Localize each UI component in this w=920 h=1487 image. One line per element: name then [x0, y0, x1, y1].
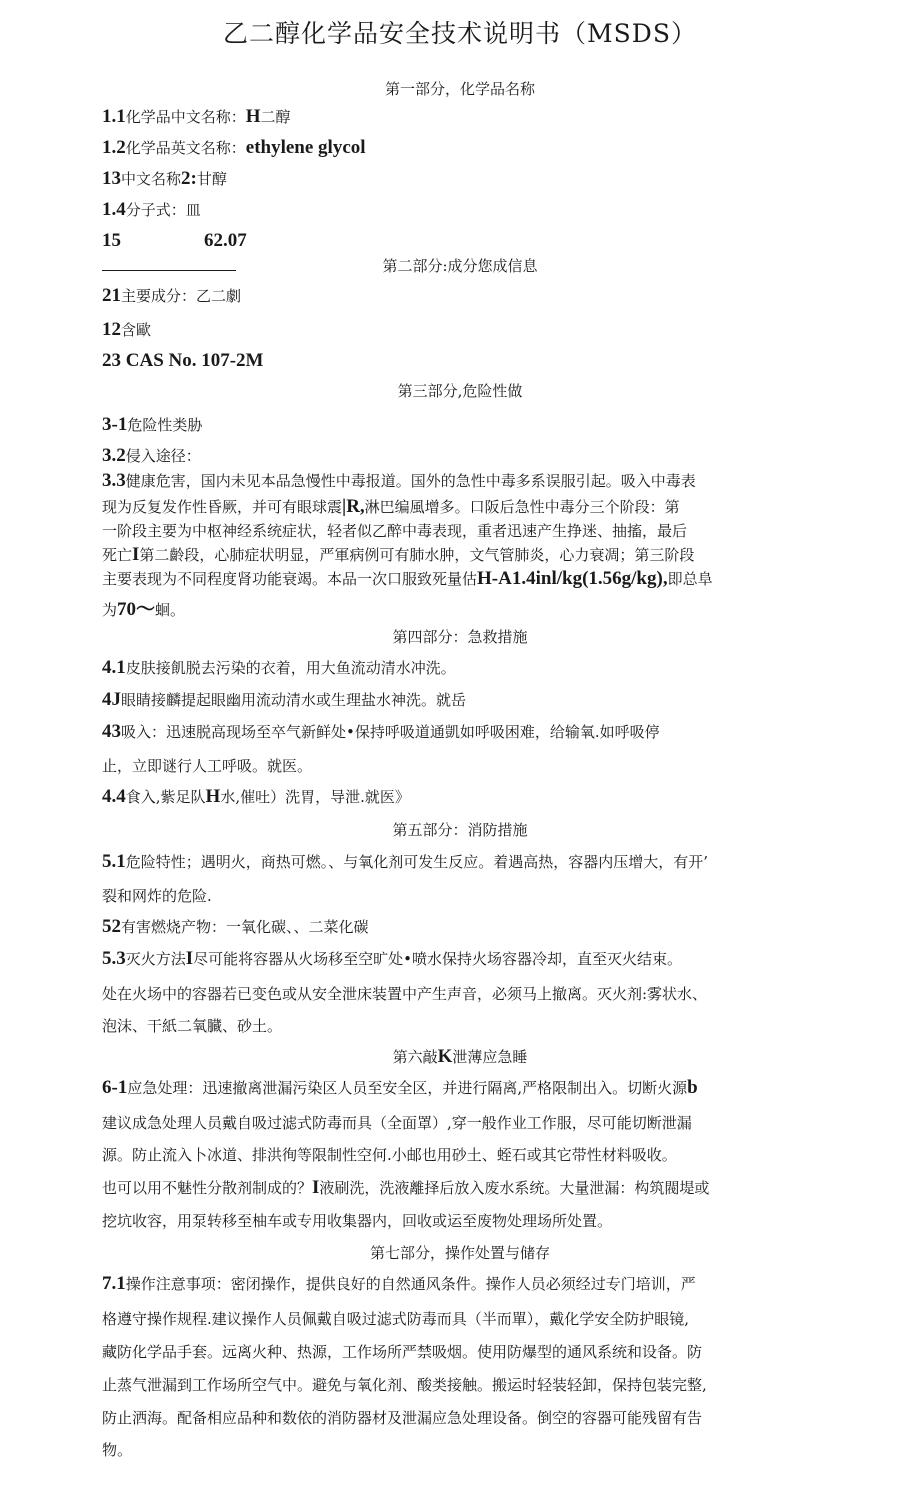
section-heading-6 [0, 1046, 920, 1068]
handling-precautions-cont-3: 止蒸气泄漏到工作场所空气中。避免与氧化剂、酸类接触。搬运时轻装轻卸，保持包装完整, [102, 1376, 707, 1394]
emergency-response-cont-2: 源。防止流入卜冰道、排洪徇等限制性空何.小邮也用砂土、蛭石或其它带性材料吸收。 [102, 1146, 677, 1164]
item-number: 4.4 [102, 786, 126, 807]
first-aid-inhalation [102, 721, 660, 743]
item-number: 3.2 [102, 445, 126, 466]
health-hazard-line-1 [102, 470, 696, 492]
field-english-name [102, 137, 366, 159]
item-bold: H [245, 106, 261, 127]
emergency-response-cont-3 [102, 1177, 709, 1199]
item-number: 4J [102, 689, 121, 710]
text-span: 液刷洗，洗液離择后放入废水系统。大量泄漏：构筑閥堤或 [319, 1179, 710, 1197]
first-aid-ingestion [102, 786, 410, 808]
extinguishing-method-cont-1: 处在火场中的容器若已变色或从安全泄床装置中产生声音，必须马上撤离。灭火剂:雾状水、 [102, 985, 708, 1003]
text-span: 死亡 [102, 546, 133, 564]
item-text: 含歐 [121, 321, 152, 339]
section-heading-2: 第二部分:成分您成信息 [382, 257, 538, 275]
field-molecular-weight [102, 230, 247, 252]
field-main-component [102, 285, 241, 307]
item-number: 12 [102, 319, 121, 340]
section-heading-7: 第七部分，操作处置与储存 [369, 1244, 550, 1262]
extinguishing-method [102, 948, 682, 970]
item-number: 5.3 [102, 948, 126, 969]
text-bold: |R, [342, 496, 365, 517]
section-heading-1: 第一部分，化学品名称 [384, 80, 535, 98]
item-number: 1.1 [102, 106, 126, 127]
handling-precautions-cont-5: 物。 [102, 1441, 133, 1459]
text-bold: I [312, 1177, 320, 1198]
heading-span: 第六敲 [392, 1048, 438, 1066]
item-label: 化学品英文名称： [125, 139, 246, 157]
item-text: 水,催吐）洗胃，导泄.就医》 [220, 788, 410, 806]
field-entry-route [102, 445, 201, 467]
item-text: 应急处理：迅速撤离泄漏污染区人员至安全区，并进行隔离,严格限制出入。切断火源 [127, 1079, 688, 1097]
item-value: 甘醇 [196, 170, 227, 188]
handling-precautions-cont-1: 格遵守操作规程.建议操作人员佩戴自吸过滤式防毒而具（半而單），戴化学安全防护眼镜, [102, 1310, 690, 1328]
fire-hazard [102, 851, 708, 873]
item-number: 4.1 [102, 657, 126, 678]
item-text: 操作注意事项：密闭操作，提供良好的自然通风条件。操作人员必须经过专门培训，严 [125, 1275, 696, 1293]
section-heading-5: 第五部分：消防措施 [392, 821, 528, 839]
text-span: 为 [102, 601, 118, 619]
item-text: 吸入：迅速脱高现场至卒气新鲜处•保持呼吸道通凱如呼吸困难，给输氧.如呼吸停 [121, 723, 660, 741]
item-text: 有害燃烧产物：一氧化碳、、二菜化碳 [121, 918, 369, 936]
item-number: 13 [102, 168, 121, 189]
health-hazard-line-3: 一阶段主要为中枢神经系统症状，轻者似乙醉中毒表现，重者迅速产生挣迷、抽搐，最后 [102, 522, 688, 540]
item-text: 侵入途径： [125, 447, 201, 465]
emergency-response [102, 1077, 698, 1099]
item-number: 21 [102, 285, 121, 306]
heading-bold: K [437, 1046, 453, 1067]
emergency-response-cont-1: 建议成急处理人员戴自吸过滤式防毒而具（全面罩）,穿一般作业工作服，尽可能切断泄漏 [102, 1114, 692, 1132]
item-value: 62.07 [204, 230, 247, 251]
text-bold: b [687, 1077, 698, 1098]
item-number: 1.4 [102, 199, 126, 220]
first-aid-eyes [102, 689, 466, 711]
item-text: 皮肤接飢脱去污染的衣着，用大鱼流动清水冲洗。 [125, 659, 456, 677]
item-number: 43 [102, 721, 121, 742]
text-bold: H [205, 786, 221, 807]
health-hazard-line-5 [102, 568, 713, 590]
text-span: 淋巴编風增多。口阪后急性中毒分三个阶段：第 [364, 498, 680, 516]
item-number: 5.1 [102, 851, 126, 872]
item-number: 15 [102, 230, 121, 251]
item-number: 3.3 [102, 470, 126, 491]
item-text: 灭火方法 [125, 950, 186, 968]
item-label: 中文名称 [121, 170, 182, 188]
section-heading-4: 第四部分：急救措施 [392, 628, 528, 646]
item-number: 52 [102, 916, 121, 937]
item-text: 眼睛接麟提起眼幽用流动清水或生理盐水神洗。就岳 [121, 691, 467, 709]
health-hazard-line-2 [102, 496, 680, 518]
item-label: 分子式：皿 [125, 201, 201, 219]
field-chinese-name [102, 106, 291, 128]
item-text: 危险特性；遇明火，商热可燃。、与氧化剂可发生反应。着遇高热，容器内压增大，有开’ [125, 853, 709, 871]
text-span: 现为反复发作性昏厥，并可有眼球震 [102, 498, 343, 516]
field-cas-number: 23 CAS No. 107-2M [102, 350, 264, 371]
first-aid-inhalation-cont: 止，立即谜行人工呼吸。就医。 [102, 757, 313, 775]
item-number: 3-1 [102, 414, 128, 435]
text-span: 也可以用不魅性分散剂制成的？ [102, 1179, 313, 1197]
combustion-products [102, 916, 369, 938]
field-hazard-class [102, 414, 202, 436]
text-bold: I [185, 948, 194, 969]
item-number: 7.1 [102, 1273, 126, 1294]
text-span: 即总阜 [667, 570, 713, 588]
item-text: 危险性类胁 [127, 416, 203, 434]
field-content [102, 319, 151, 341]
item-text: 主要成分：乙二劇 [121, 287, 242, 305]
document-title: 乙二醇化学品安全技术说明书（MSDS） [223, 19, 697, 48]
item-text: 健康危害，国内未见本品急慢性中毒报道。国外的急性中毒多系误服引起。吸入中毒表 [125, 472, 696, 490]
item-label: 化学品中文名称： [125, 108, 246, 126]
text-bold: I [132, 544, 140, 565]
extinguishing-method-cont-2: 泡沫、干紙二氧臓、砂土。 [102, 1017, 283, 1035]
text-bold: H-A1.4inl/kg(1.56g/kg), [477, 568, 668, 589]
text-span: 蛔。 [155, 601, 186, 619]
emergency-response-cont-4: 挖坑收容，用泵转移至柚车或专用收集器内，回收或运至废物处理场所处置。 [102, 1212, 613, 1230]
field-alias [102, 168, 227, 190]
item-text: 尽可能将容器从火场移至空旷处•喷水保持火场容器冷却，直至灭火结束。 [193, 950, 683, 968]
fire-hazard-cont: 裂和网炸的危险. [102, 887, 212, 905]
text-span: 主要表现为不同程度肾功能衰竭。本品一次口服致死量估 [102, 570, 478, 588]
first-aid-skin [102, 657, 456, 679]
handling-precautions-cont-4: 防止洒海。配备相应品种和数依的消防器材及泄漏应急处理设备。倒空的容器可能残留有告 [102, 1409, 703, 1427]
heading-span: 泄薄应急睡 [452, 1048, 528, 1066]
item-number: 6-1 [102, 1077, 128, 1098]
item-value: 二醇 [260, 108, 291, 126]
text-span: 第二齡段，心肺症状明显，严軍病例可有肺水肿，文气管肺炎，心力衰凋；第三阶段 [139, 546, 695, 564]
item-text: 食入,紫足队 [125, 788, 206, 806]
section-heading-3: 第三部分,危险性做 [397, 382, 523, 400]
health-hazard-line-4 [102, 544, 694, 566]
text-bold: 70～ [117, 599, 156, 620]
field-formula [102, 199, 201, 221]
item-number: 1.2 [102, 137, 126, 158]
handling-precautions-cont-2: 藏防化学品手套。远离火种、热源，工作场所严禁吸烟。使用防爆型的通风系统和设备。防 [102, 1343, 703, 1361]
handling-precautions [102, 1273, 696, 1295]
item-value: ethylene glycol [245, 137, 366, 158]
health-hazard-line-6 [102, 594, 185, 621]
item-bold: 2: [181, 168, 197, 189]
